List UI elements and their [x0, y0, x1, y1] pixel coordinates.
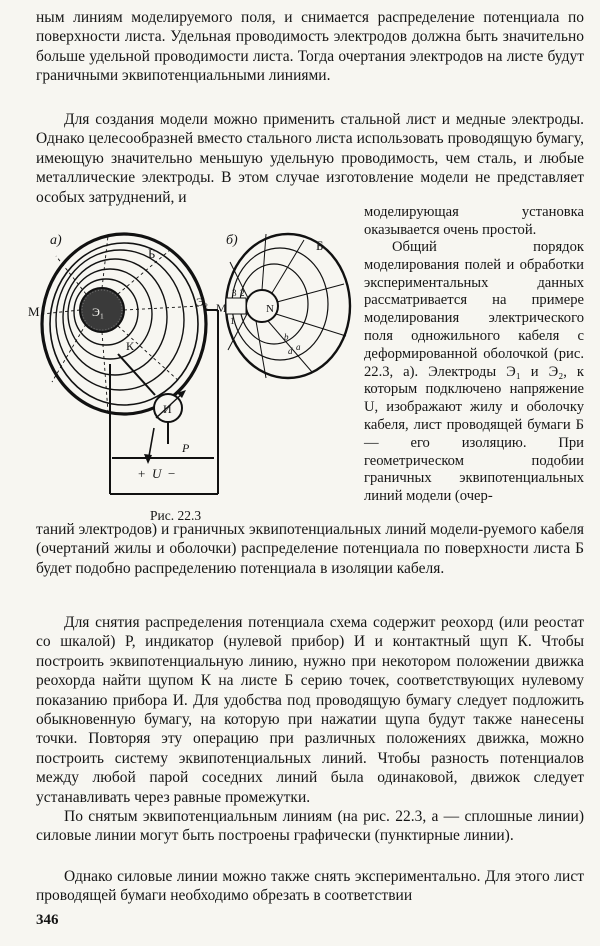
- plus-label: +: [138, 466, 146, 481]
- figure-22-3: [30, 232, 362, 502]
- paragraph-7: По снятым эквипотенциальным линиям (на рис. 22.3, а — сплошные линии) силовые линии могут быть построены графически (пунктирные линии).: [36, 808, 584, 845]
- figure-drawing: [30, 232, 362, 502]
- electrode-1-label: Э₁: [92, 305, 105, 319]
- b-label: b: [284, 332, 289, 342]
- d-label: d: [288, 346, 293, 356]
- paragraph-8: Однако силовые линии можно также снять экспериментально. Для этого лист проводящей бумаги необходимо обрезать в соответствии: [36, 868, 584, 905]
- paragraph-4: Общий порядок моделирования полей и обработки экспериментальных данных рассматривается на примере моделирования электрического поля одножильного кабеля с деформированной оболочкой (рис. 22.3, а). Электроды Э₁ и Э₂, к которым подключено напряжение U, изображают жилу и оболочку кабеля, лист проводящей бумаги Б — его изоляцию. При геометрическом подобии граничных эквипотенциальных линий модели (очер-: [364, 239, 584, 505]
- minus-label: −: [168, 466, 176, 481]
- paragraph-5: таний электродов) и граничных эквипотенциальных линий модели-руемого кабеля (очертаний жилы и оболочки) распределение потенциала по поверхности листа Б будет подобно распределению потенциала в изоляции кабеля.: [36, 521, 584, 577]
- paragraph-3: моделирующая установка оказывается очень простой.: [364, 204, 584, 238]
- sheet-label-b: Б: [316, 238, 324, 253]
- equipotential-line: [50, 243, 198, 405]
- electrode-2-shell: [42, 234, 209, 414]
- figure-caption: Рис. 22.3: [150, 508, 202, 523]
- node-n-label: N: [266, 303, 274, 315]
- a-label: a: [296, 342, 301, 352]
- voltage-label: U: [152, 466, 162, 481]
- panel-b-label: б): [226, 233, 238, 248]
- electrode-2-label: Э₂: [196, 295, 209, 309]
- edge-m-label-b: М: [216, 301, 227, 315]
- rheochord-label: Р: [182, 441, 190, 455]
- paragraph-2: Для создания модели можно применить стальной лист и медные электроды. Однако целесообразней вместо стального листа использовать проводящую бумагу, имеющую значительно меньшую удельную проводимость, чем сталь, и любые металлические электроды. В этом случае изготовление модели не представляет особых затруднений, и: [36, 111, 584, 206]
- paragraph-1: ным линиям моделируемого поля, и снимается распределение потенциала по поверхности листа. Удельная проводимость электродов должна быть значительно больше удельной проводимости листа. Тогда очертания электродов на листе будут граничными эквипотенциальными линиями.: [36, 9, 584, 85]
- page-number: 346: [36, 912, 59, 928]
- grid-2-label: 2: [240, 288, 245, 298]
- grid-1-label: 1: [230, 316, 235, 326]
- probe-label: К: [126, 339, 135, 353]
- grid-3-label: 3: [232, 288, 237, 298]
- paragraph-6: Для снятия распределения потенциала схема содержит реохорд (или реостат со шкалой) Р, индикатор (нулевой прибор) И и контактный щуп К. Чтобы построить эквипотенциальную линию, нужно при некотором положении движка реохорда найти щупом К на листе Б серию точек, соответствующих нулевому показанию прибора И. Для удобства под проводящую бумагу следует подложить обыкновенную бумагу, на которую при нажатии щупа будут также нанесены точки. Повторяя эту операцию при различных положениях движка, можно построить систему эквипотенциальных линий. Чтобы разность потенциалов между любой парой соседних линий была одинаковой, движок следует устанавливать через равные промежутки.: [36, 614, 584, 806]
- edge-m-label-a: М: [28, 304, 40, 319]
- sheet-label-a: Б: [148, 246, 156, 261]
- indicator-label: И: [163, 402, 172, 416]
- panel-a-label: а): [50, 233, 62, 248]
- grid-cell-cut: [226, 298, 246, 314]
